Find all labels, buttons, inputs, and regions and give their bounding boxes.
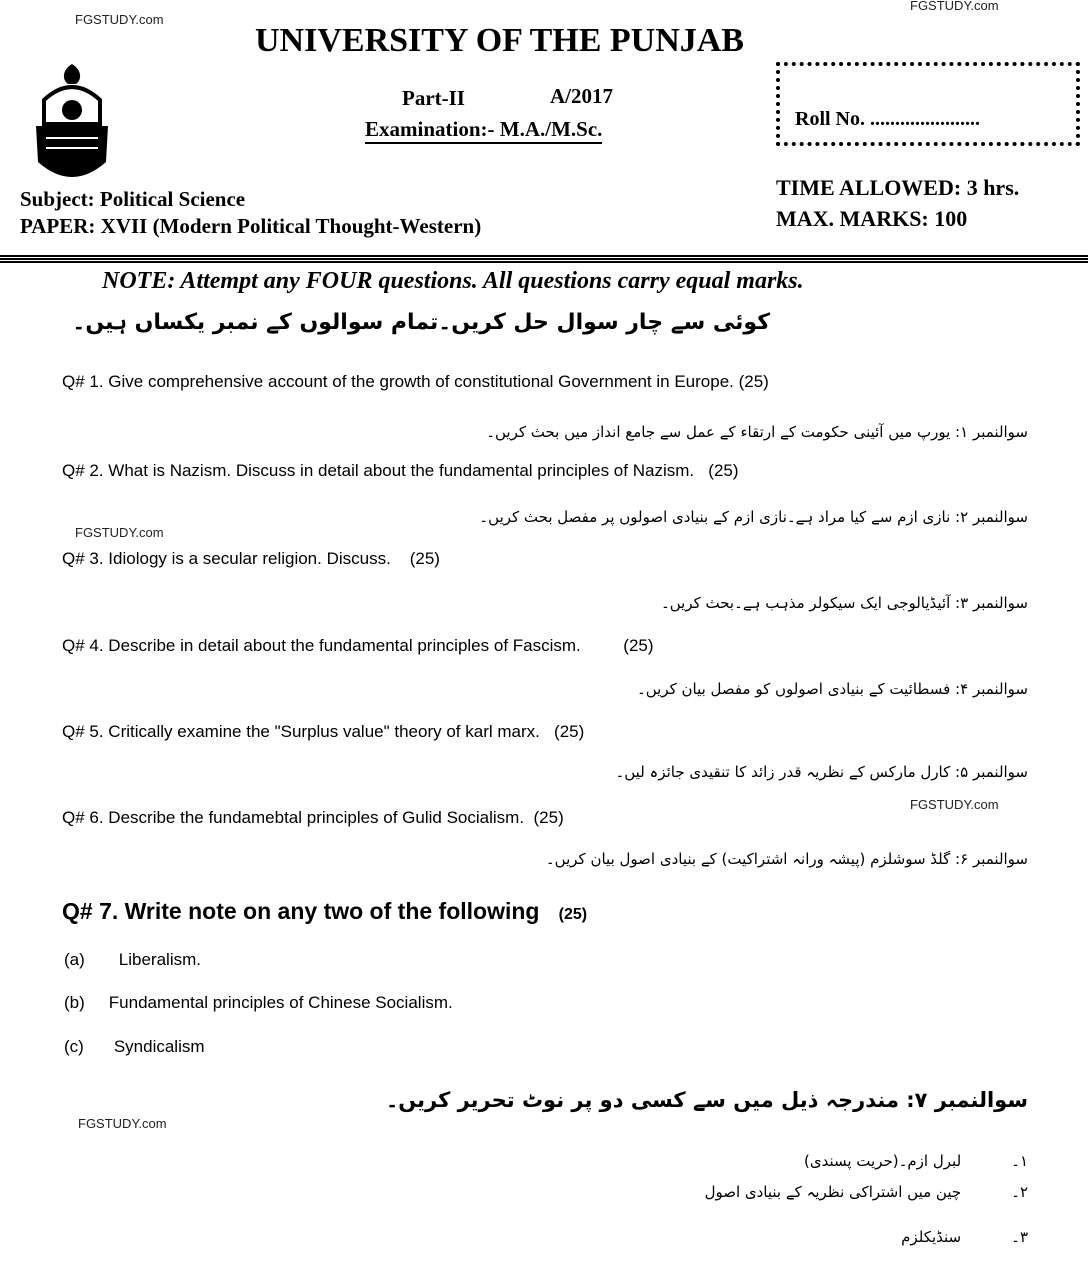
question-6: Q# 6. Describe the fundamebtal principles of Gulid Socialism. (25) xyxy=(62,808,564,827)
roll-number-box xyxy=(776,62,1080,146)
max-marks: MAX. MARKS: 100 xyxy=(776,206,968,231)
time-allowed: TIME ALLOWED: 3 hrs. xyxy=(776,175,1020,200)
question-6-urdu: سوالنمبر ۶: گلڈ سوشلزم (پیشہ ورانہ اشتراکیت) کے بنیادی اصول بیان کریں۔ xyxy=(545,850,1028,868)
watermark: FGSTUDY.com xyxy=(910,0,999,13)
note-urdu: کوئی سے چار سوال حل کریں۔تمام سوالوں کے نمبر یکساں ہیں۔ xyxy=(72,310,770,335)
question-2: Q# 2. What is Nazism. Discuss in detail about the fundamental principles of Nazism. (25) xyxy=(62,461,739,480)
question-4-urdu: سوالنمبر ۴: فسطائیت کے بنیادی اصولوں کو مفصل بیان کریں۔ xyxy=(636,680,1028,698)
watermark: FGSTUDY.com xyxy=(75,12,164,27)
question-7: Q# 7. Write note on any two of the following (25) xyxy=(62,898,588,924)
university-crest-logo xyxy=(28,60,116,190)
roll-number-field: Roll No. ...................... xyxy=(795,108,980,130)
q7-urdu-item-3: ۳۔سنڈیکلزم xyxy=(901,1228,1028,1246)
watermark: FGSTUDY.com xyxy=(78,1116,167,1131)
question-5: Q# 5. Critically examine the "Surplus value" theory of karl marx. (25) xyxy=(62,722,585,741)
question-2-urdu: سوالنمبر ۲: نازی ازم سے کیا مراد ہے۔نازی ازم کے بنیادی اصولوں پر مفصل بحث کریں۔ xyxy=(479,508,1028,526)
question-3-urdu: سوالنمبر ۳: آئیڈیالوجی ایک سیکولر مذہب ہے۔بحث کریں۔ xyxy=(660,594,1028,612)
note-english: NOTE: Attempt any FOUR questions. All questions carry equal marks. xyxy=(102,268,804,294)
question-5-urdu: سوالنمبر ۵: کارل مارکس کے نظریہ قدر زائد کا تنقیدی جائزہ لیں۔ xyxy=(615,763,1028,781)
subject-label: Subject: Political Science xyxy=(20,187,246,211)
q7-item-a: (a) Liberalism. xyxy=(64,950,201,969)
question-3: Q# 3. Idiology is a secular religion. Discuss. (25) xyxy=(62,549,440,568)
header-divider xyxy=(0,254,1088,263)
question-1: Q# 1. Give comprehensive account of the growth of constitutional Government in Europe. (25) xyxy=(62,372,769,391)
question-4: Q# 4. Describe in detail about the fundamental principles of Fascism. (25) xyxy=(62,636,654,655)
question-1-urdu: سوالنمبر ۱: یورپ میں آئینی حکومت کے ارتقاء کے عمل سے جامع انداز میں بحث کریں۔ xyxy=(486,423,1028,441)
q7-urdu-item-1: ۱۔لبرل ازم۔(حریت پسندی) xyxy=(803,1152,1028,1170)
watermark: FGSTUDY.com xyxy=(910,797,999,812)
university-title: UNIVERSITY OF THE PUNJAB xyxy=(255,22,744,59)
q7-urdu-item-2: ۲۔چین میں اشتراکی نظریہ کے بنیادی اصول xyxy=(704,1183,1028,1201)
question-7-urdu: سوالنمبر ۷: مندرجہ ذیل میں سے کسی دو پر نوٹ تحریر کریں۔ xyxy=(385,1088,1028,1112)
q7-item-b: (b) Fundamental principles of Chinese Socialism. xyxy=(64,993,453,1012)
part-label: Part-II xyxy=(402,86,465,110)
paper-label: PAPER: XVII (Modern Political Thought-Western) xyxy=(20,214,482,238)
session-label: A/2017 xyxy=(550,84,613,108)
q7-item-c: (c) Syndicalism xyxy=(64,1037,205,1056)
watermark: FGSTUDY.com xyxy=(75,525,164,540)
examination-label: Examination:- M.A./M.Sc. xyxy=(365,117,602,144)
